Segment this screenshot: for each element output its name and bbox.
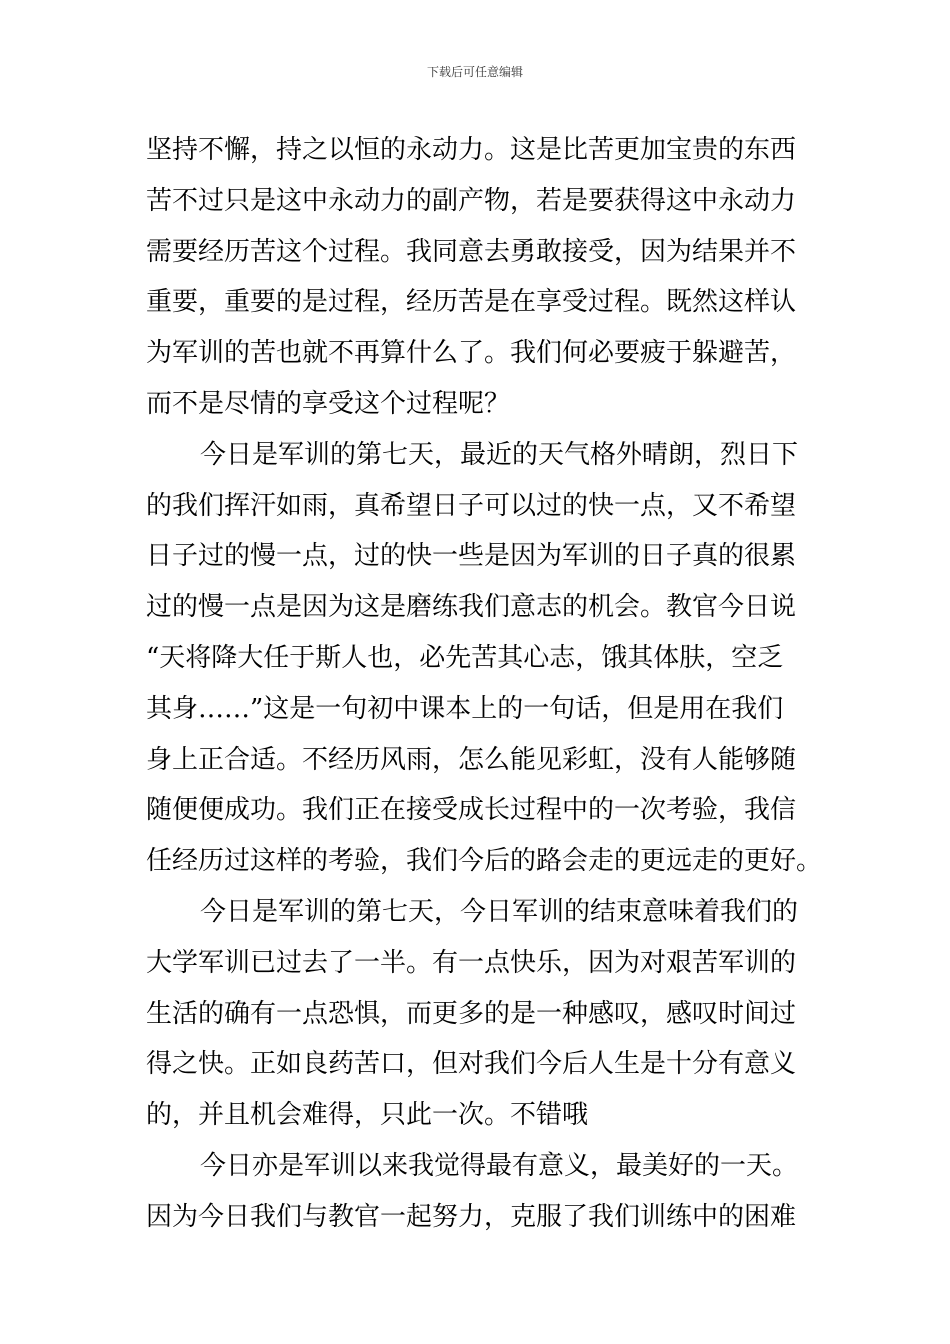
- paragraph: [146, 125, 806, 430]
- text-line: 过的慢一点是因为这是磨练我们意志的机会。教官今日说: [146, 592, 797, 623]
- text-line: 今日是军训的第七天，今日军训的结束意味着我们的: [200, 896, 799, 927]
- text-line: 坚持不懈，持之以恒的永动力。这是比苦更加宝贵的东西: [146, 135, 797, 165]
- text-line: 得之快。正如良药苦口，但对我们今后人生是十分有意义: [146, 1049, 797, 1080]
- text-line: 今日亦是军训以来我觉得最有意义，最美好的一天。: [200, 1150, 799, 1181]
- paragraph: [146, 887, 806, 1141]
- text-line: 生活的确有一点恐惧，而更多的是一种感叹，感叹时间过: [146, 998, 797, 1029]
- text-line: 为军训的苦也就不再算什么了。我们何必要疲于躲避苦，: [146, 338, 797, 369]
- document-body: [146, 125, 823, 1243]
- text-line: 的我们挥汗如雨，真希望日子可以过的快一点，又不希望: [146, 490, 797, 521]
- page-header: 下载后可任意编辑: [426, 65, 523, 79]
- text-line: 今日是军训的第七天，最近的天气格外晴朗，烈日下: [200, 439, 799, 470]
- text-line: 的，并且机会难得，只此一次。不错哦: [146, 1100, 589, 1131]
- text-line: 任经历过这样的考验，我们今后的路会走的更远走的更好。: [146, 846, 823, 877]
- text-line: 身上正合适。不经历风雨，怎么能见彩虹，没有人能够随: [146, 744, 797, 775]
- text-line: 其身……”这是一句初中课本上的一句话，但是用在我们: [146, 693, 784, 724]
- text-line: “天将降大任于斯人也，必先苦其心志，饿其体肤，空乏: [146, 642, 784, 673]
- paragraph: [146, 430, 823, 887]
- text-line: 日子过的慢一点，过的快一些是因为军训的日子真的很累: [146, 541, 797, 572]
- text-line: 大学军训已过去了一半。有一点快乐，因为对艰苦军训的: [146, 947, 797, 978]
- paragraph: [146, 1141, 806, 1243]
- text-line: 需要经历苦这个过程。我同意去勇敢接受，因为结果并不: [146, 236, 797, 267]
- text-line: 因为今日我们与教官一起努力，克服了我们训练中的困难: [146, 1201, 797, 1232]
- text-line: 苦不过只是这中永动力的副产物，若是要获得这中永动力: [146, 185, 797, 216]
- text-line: 而不是尽情的享受这个过程呢？: [146, 388, 511, 419]
- text-line: 随便便成功。我们正在接受成长过程中的一次考验，我信: [146, 795, 797, 826]
- text-line: 重要，重要的是过程，经历苦是在享受过程。既然这样认: [146, 287, 797, 318]
